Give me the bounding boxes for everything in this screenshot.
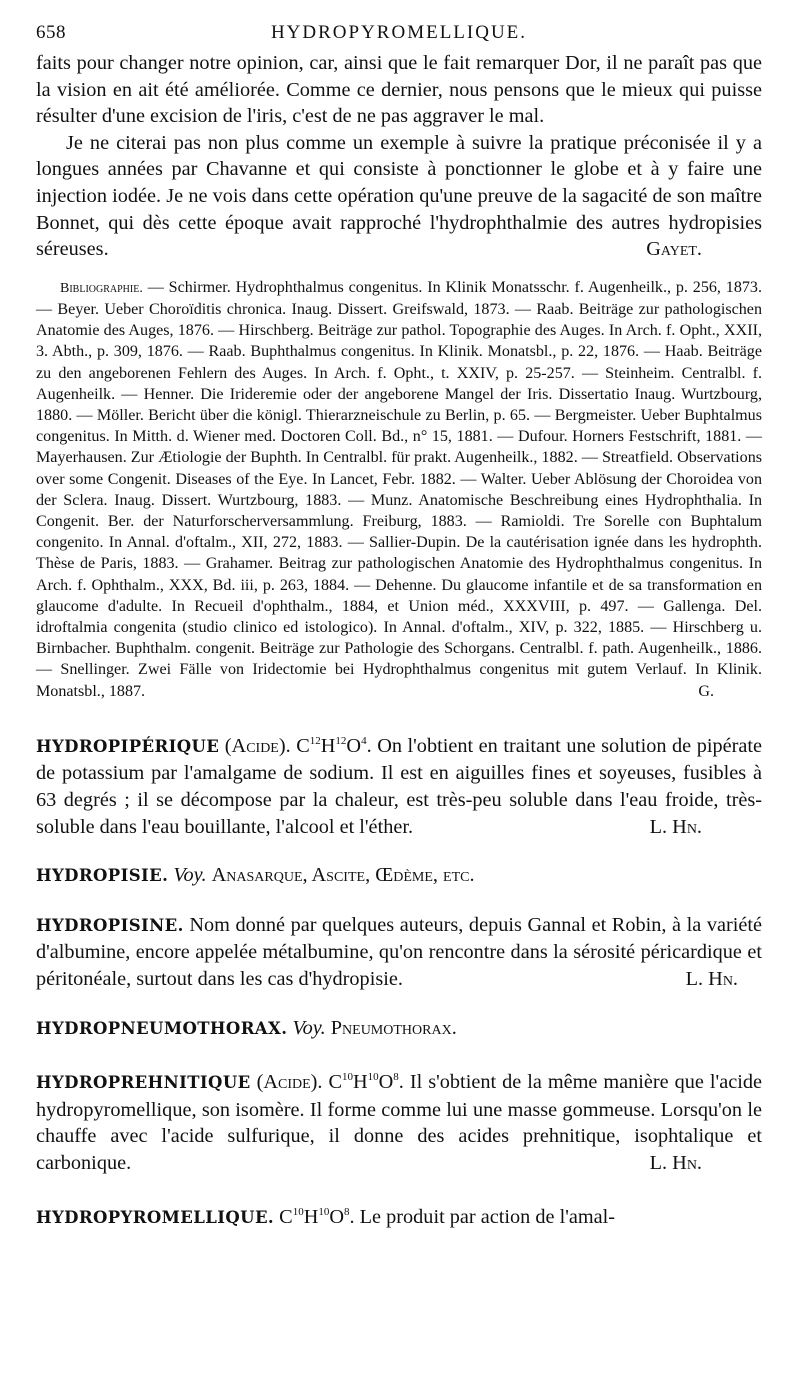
page-number: 658: [36, 22, 66, 43]
bibliography-text: — Schirmer. Hydrophthalmus congenitus. In Klinik Monatsschr. f. Augenheilk., p. 256, 1873. — Beyer. Ueber Choroïditis chronica. Inaug. Dissert. Greifswald, 1873. — Raab. Beiträge zur pathologischen Anatomie des Auges, 1876. — Hirschberg. Beiträge zur pathol. Topographie des Auges. In Arch. f. Opht., XXII, 3. Abth., p. 309, 1876. — Raab. Buphthalmus congenitus. In Klinik. Monatsbl., p. 22, 1876. — Haab. Beiträge zu den angeborenen Fehlern des Auges. In Arch. f. Opht., t. XXIV, p. 25-257. — Steinheim. Centralbl. f. Augenheilk. — Henner. Die Irideremie oder der angeborene Mangel der Iris. Dissertatio Inaug. Wurtzbourg, 1880. — Möller. Bericht über die königl. Thierarzneischule zu Berlin, p. 65. — Bergmeister. Ueber Buphtalmus congenitus. In Mitth. d. Wiener med. Doctoren Coll. Bd., n° 15, 1881. — Dufour. Horners Festschrift, 1881. — Mayerhausen. Zur Ætiologie der Buphth. In Centralbl. für prakt. Augenheilk., 1882. — Streatfield. Observations over some Congenit. Diseases of the Eye. In Lancet, Febr. 1882. — Walter. Ueber Ablösung der Choroidea von der Sclera. Inaug. Dissert. Wurtzbourg, 1883. — Munz. Anatomische Beschreibung eines Hydrophthalia. In Congenit. Ber. der Naturforscherversammlung. Freiburg, 1883. — Ramioldi. Tre Sorelle con Buphtalum congenito. In Annal. d'oftalm., XII, 272, 1883. — Sallier-Dupin. De la cautérisation ignée dans les hydrophth. Thèse de Paris, 1883. — Grahamer. Beitrag zur pathologischen Anatomie des Hydrophthalmus congenitus. In Arch. f. Ophthalm., XXX, Bd. iii, p. 263, 1884. — Dehenne. Du glaucome infantile et de sa transformation en glaucome d'adulte. In Recueil d'ophthalm., 1884, et Union méd., XXXVIII, p. 497. — Gallenga. Del. idroftalmia congenita (studio clinico ed istologico). In Annal. d'oftalm., XIV, p. 322, 1885. — Hirschberg u. Birnbacher. Buphthalm. congenit. Beiträge zur Pathologie des Schorgans. Centralbl. f. path. Augenheilk., 1886. — Snellinger. Zwei Fälle von Iridectomie bei Hydrophthalmus congenitus mit gutem Verlauf. In Klinik. Monatsbl., 1887.: [36, 278, 762, 700]
entry-hydropyromellique: [36, 1199, 762, 1232]
entry-signature: L. Hn.: [649, 815, 702, 838]
entry-signature: L. Hn.: [649, 1151, 702, 1174]
entry-hydropisine: [36, 912, 762, 993]
entry-category: (Acide).: [256, 1071, 323, 1094]
entry-headword: HYDROPISIE.: [36, 866, 169, 886]
entry-signature: L. Hn.: [685, 967, 738, 990]
entry-text: Anasarque, Ascite, Œdème, etc.: [211, 864, 475, 887]
entry-voy: Voy.: [292, 1016, 326, 1039]
continued-article: [36, 50, 762, 263]
entry-headword: HYDROPNEUMOTHORAX.: [36, 1018, 288, 1038]
article-signature: Gayet.: [646, 238, 702, 261]
chemical-formula: $C^{12}H^{12}O^4$.: [296, 734, 372, 757]
entry-text: On l'obtient en traitant une solution de pipérate de potassium par l'amalgame de sodium. Il est en aiguilles fines et soyeuses, fusibles à 63 degrés ; il se décompose par la chaleur, est très-peu soluble dans l'eau froide, très-soluble dans l'eau bouillante, l'alcool et l'éther.: [36, 734, 763, 838]
entry-hydropiperique: [36, 728, 762, 840]
chemical-formula: $C^{10}H^{10}O^8$.: [279, 1205, 355, 1228]
entry-category: (Acide).: [224, 734, 291, 757]
entry-text: Nom donné par quelques auteurs, depuis Gannal et Robin, à la variété d'albumine, encore appelée métalbumine, qu'on rencontre dans la sérosité péricardique et péritonéale, surtout dans les cas d'hydropisie.: [36, 913, 762, 990]
running-title: HYDROPYROMELLIQUE.: [270, 22, 528, 43]
bibliography-label: Bibliographie.: [60, 280, 143, 296]
chemical-formula: $C^{10}H^{10}O^8$.: [328, 1071, 404, 1094]
entry-headword: HYDROPREHNITIQUE: [36, 1073, 251, 1093]
article-paragraph-1: faits pour changer notre opinion, car, ainsi que le fait remarquer Dor, il ne paraît pas que la vision en ait été améliorée. Comme ce dernier, nous pensons que le mieux qui puisse résulter d'une excision de l'iris, c'est de ne pas aggraver le mal.: [36, 52, 762, 128]
entry-text: Il s'obtient de la même manière que l'acide hydropyromellique, son isomère. Il forme comme lui une masse gommeuse. Lorsqu'on le chauffe avec l'acide sulfurique, il donne des acides prehnitique, isophtalique et carbonique.: [36, 1071, 762, 1174]
entry-headword: HYDROPIPÉRIQUE: [36, 736, 220, 756]
entry-headword: HYDROPYROMELLIQUE.: [36, 1207, 275, 1227]
entry-headword: HYDROPISINE.: [36, 915, 184, 935]
entry-voy: Voy.: [173, 864, 207, 887]
entry-hydropneumothorax: [36, 1015, 762, 1043]
entry-text: Le produit par action de l'amal-: [359, 1205, 616, 1228]
article-paragraph-2: [36, 130, 762, 263]
entry-text: Pneumothorax.: [330, 1016, 457, 1039]
article-paragraph-2-text: Je ne citerai pas non plus comme un exemple à suivre la pratique préconisée il y a longues années par Chavanne et qui consiste à ponctionner le globe et à y faire une injection iodée. Je ne vois dans cette opération qu'une preuve de la sagacité de son maître Bonnet, qui dès cette époque avait rapproché l'hydrophthalmie des autres hydropisies séreuses.: [36, 131, 762, 261]
entry-hydroprehnitique: [36, 1064, 762, 1176]
entry-hydropisie: [36, 862, 762, 890]
running-head: [36, 22, 762, 44]
bibliography: [36, 277, 762, 702]
bibliography-signature: G.: [698, 682, 714, 700]
